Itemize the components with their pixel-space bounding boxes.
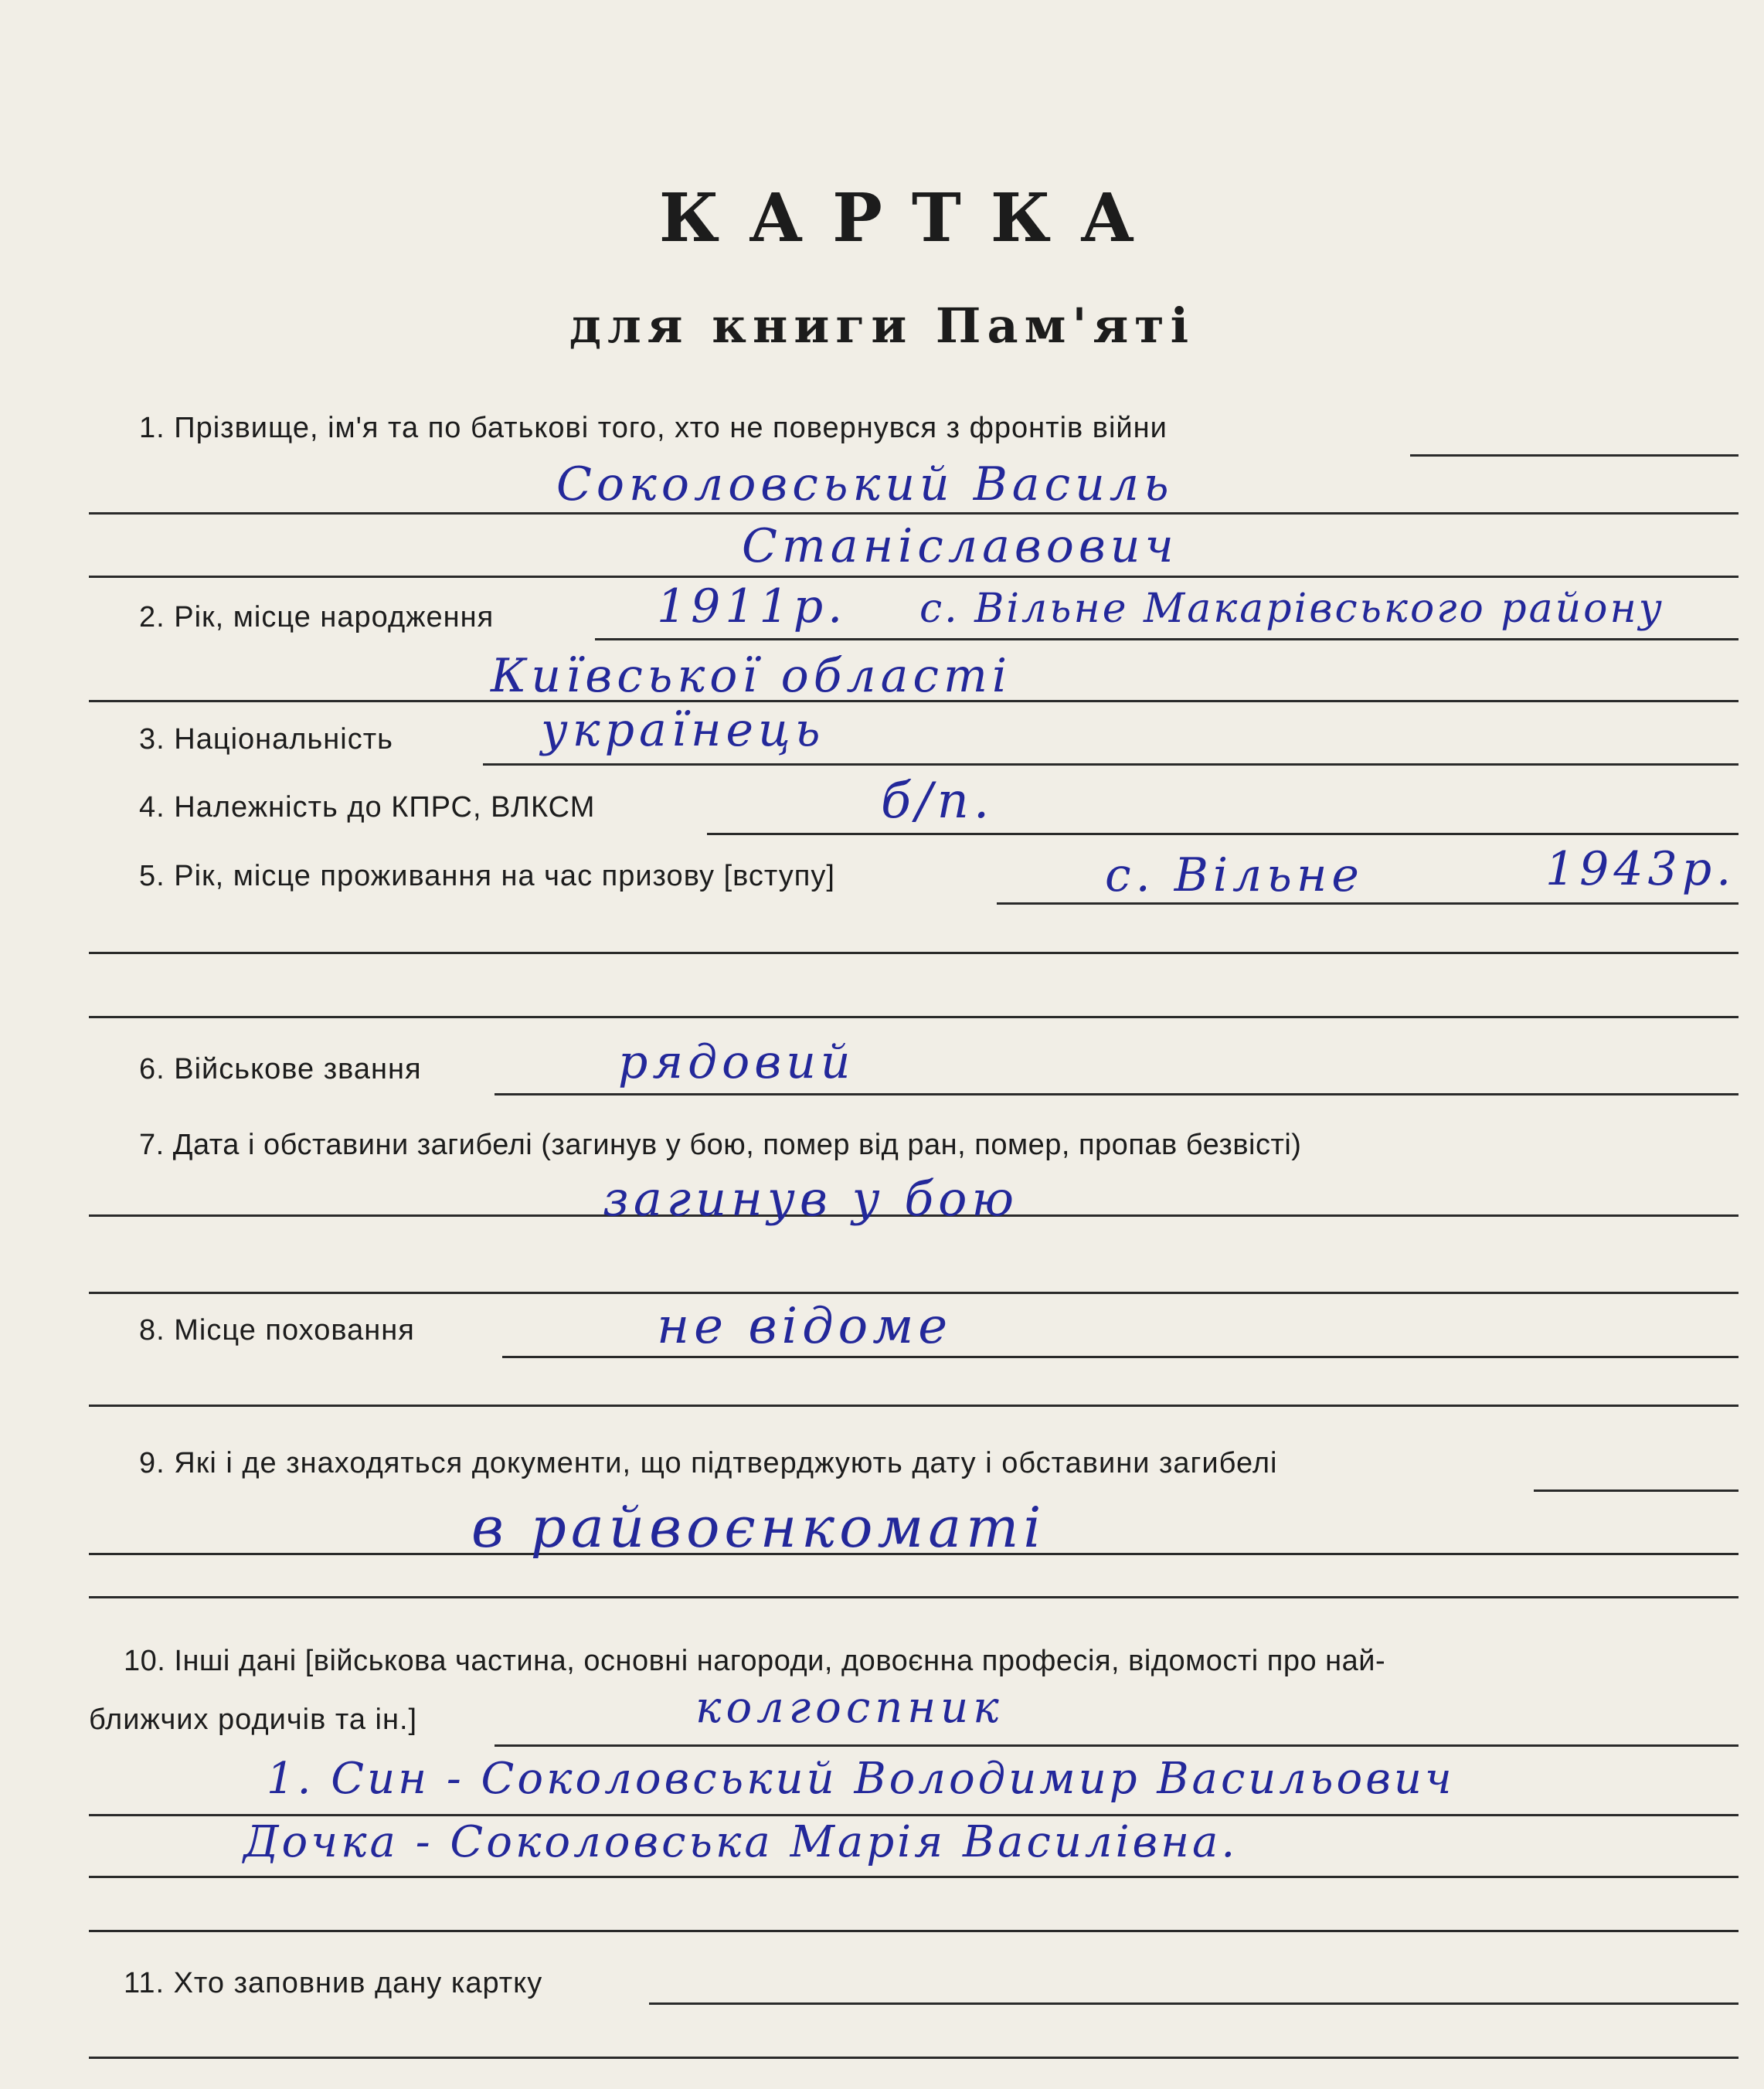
field-11-line-b bbox=[89, 2057, 1739, 2059]
field-4-label bbox=[139, 790, 595, 824]
field-10-line-d bbox=[89, 1930, 1739, 1932]
field-11-label bbox=[124, 1966, 542, 2000]
field-11-text: Хто заповнив дану картку bbox=[173, 1967, 543, 1999]
field-5-text: Рік, місце проживання на час призову [вступу] bbox=[174, 860, 835, 892]
field-7-number: 7. bbox=[139, 1129, 165, 1161]
field-3-text: Національність bbox=[174, 723, 393, 756]
field-9-text: Які і де знаходяться документи, що підтверджують дату і обставини загибелі bbox=[174, 1447, 1278, 1479]
field-10-label bbox=[124, 1644, 1385, 1678]
field-4-line bbox=[707, 833, 1739, 835]
entry-birth-place-line1: с. Вільне Макарівського району bbox=[919, 586, 1664, 632]
field-9-number: 9. bbox=[139, 1447, 165, 1479]
field-2-label bbox=[139, 600, 494, 634]
field-1-label bbox=[139, 411, 1168, 445]
field-10-line-b bbox=[89, 1814, 1739, 1816]
field-8-line-b bbox=[89, 1405, 1739, 1407]
entry-conscription-year: 1943р. bbox=[1545, 842, 1736, 896]
field-1-line-c bbox=[89, 576, 1739, 578]
field-5-number: 5. bbox=[139, 860, 165, 892]
field-10-line-c bbox=[89, 1876, 1739, 1878]
field-10-text: Інші дані [військова частина, основні нагороди, довоєнна професія, відомості про най- bbox=[174, 1645, 1386, 1677]
field-1-line-b bbox=[89, 512, 1739, 515]
entry-name-line1: Соколовський Василь bbox=[556, 457, 1174, 511]
entry-documents: в райвоєнкоматі bbox=[471, 1495, 1046, 1560]
card-title: КАРТКА bbox=[658, 179, 1164, 257]
field-1-number: 1. bbox=[139, 412, 165, 444]
card-subtitle: для книги Пам'яті bbox=[569, 297, 1195, 354]
field-4-number: 4. bbox=[139, 791, 165, 824]
entry-party: б/п. bbox=[881, 773, 994, 830]
field-2-text: Рік, місце народження bbox=[174, 601, 495, 633]
entry-death: загинув у бою bbox=[603, 1170, 1019, 1227]
entry-birth-place-line2: Київської області bbox=[491, 649, 1012, 703]
field-9-label bbox=[139, 1446, 1277, 1480]
field-5-line-c bbox=[89, 1016, 1739, 1018]
entry-birth-year: 1911р. bbox=[657, 579, 848, 633]
field-9-line-c bbox=[89, 1596, 1739, 1598]
field-1-text: Прізвище, ім'я та по батькові того, хто не повернувся з фронтів війни bbox=[174, 412, 1168, 444]
field-5-line-a bbox=[997, 902, 1739, 905]
field-5-label bbox=[139, 859, 835, 893]
field-6-label bbox=[139, 1052, 422, 1086]
field-6-number: 6. bbox=[139, 1053, 165, 1085]
field-2-number: 2. bbox=[139, 601, 165, 633]
entry-conscription-place: с. Вільне bbox=[1105, 848, 1364, 902]
field-3-line bbox=[483, 763, 1739, 766]
field-8-text: Місце поховання bbox=[174, 1314, 415, 1347]
field-10-line-a bbox=[495, 1744, 1739, 1747]
field-10-label-cont: ближчих родичів та ін.] bbox=[89, 1703, 418, 1736]
field-8-label bbox=[139, 1313, 415, 1347]
entry-relative-2: Дочка - Соколовська Марія Василівна. bbox=[243, 1817, 1239, 1867]
field-4-text: Належність до КПРС, ВЛКСМ bbox=[174, 791, 596, 824]
field-7-text: Дата і обставини загибелі (загинув у бою, помер від ран, помер, пропав безвісті) bbox=[172, 1129, 1302, 1161]
field-6-text: Військове звання bbox=[174, 1053, 422, 1085]
field-8-line-a bbox=[502, 1356, 1739, 1358]
field-10-number: 10. bbox=[124, 1645, 166, 1677]
field-7-label bbox=[139, 1128, 1301, 1162]
entry-nationality: українець bbox=[541, 703, 825, 757]
entry-name-line2: Станіславович bbox=[742, 519, 1178, 573]
field-11-line-a bbox=[649, 2002, 1739, 2005]
field-5-line-b bbox=[89, 952, 1739, 954]
field-8-number: 8. bbox=[139, 1314, 165, 1347]
field-3-number: 3. bbox=[139, 723, 165, 756]
entry-burial: не відоме bbox=[657, 1298, 953, 1355]
entry-profession: колгоспник bbox=[695, 1683, 1004, 1733]
field-2-line-a bbox=[595, 638, 1739, 640]
field-6-line bbox=[495, 1093, 1739, 1095]
field-7-line-b bbox=[89, 1292, 1739, 1294]
field-3-label bbox=[139, 722, 393, 756]
entry-relative-1: 1. Син - Соколовський Володимир Васильович bbox=[267, 1754, 1455, 1804]
field-1-line-a bbox=[1410, 454, 1739, 457]
field-11-number: 11. bbox=[124, 1967, 165, 1999]
field-9-line-a bbox=[1534, 1489, 1739, 1492]
entry-rank: рядовий bbox=[618, 1035, 855, 1089]
